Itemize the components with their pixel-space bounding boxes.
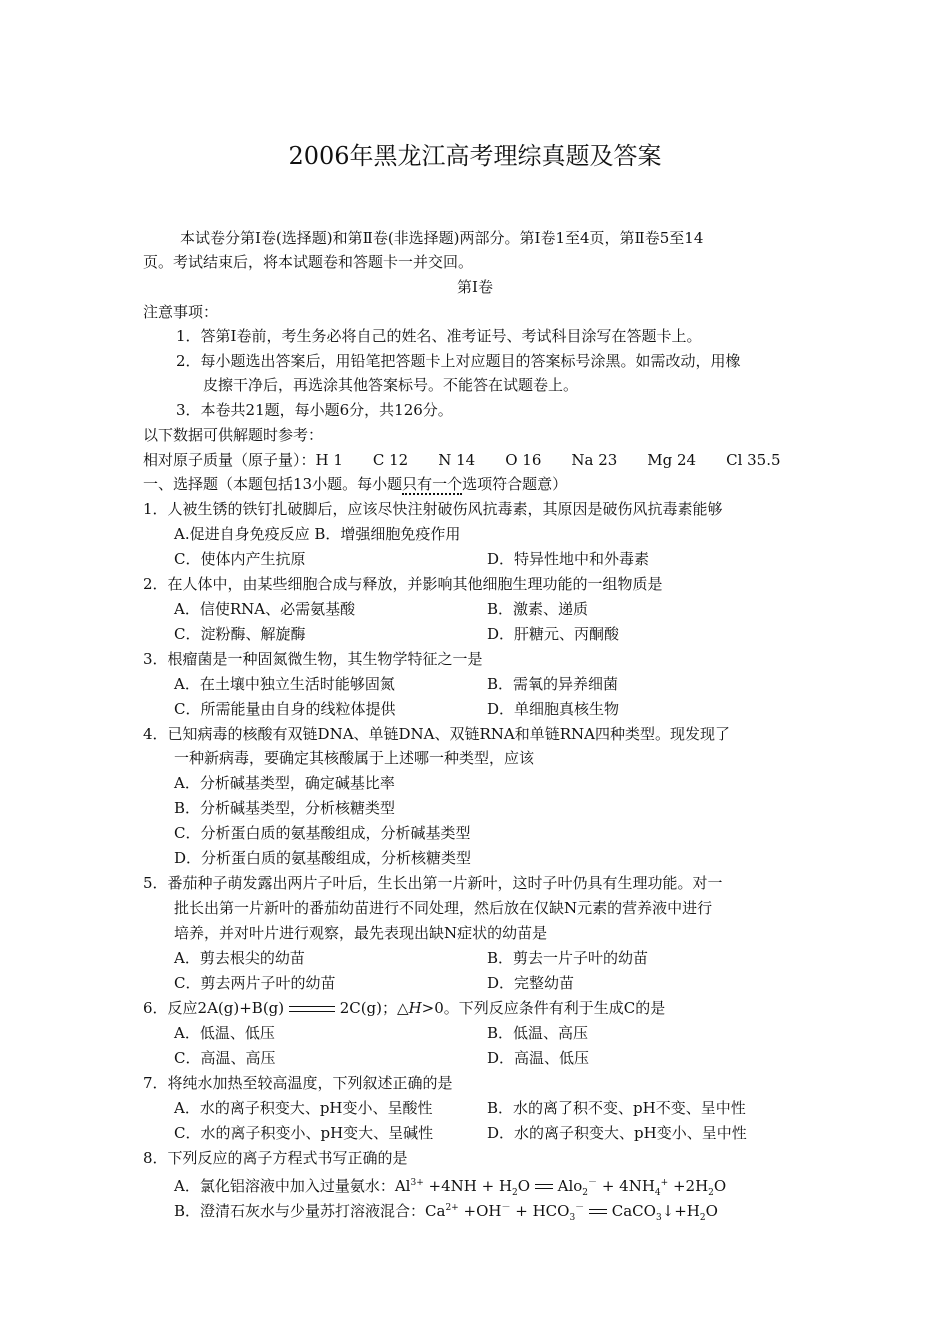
q8-b-product-2: ↓+H bbox=[661, 1202, 700, 1220]
q7-option-b: B．水的离了积不变、pH不变、呈中性 bbox=[487, 1099, 746, 1117]
q8-a-charge: 3+ bbox=[410, 1178, 424, 1188]
equals-sign-icon bbox=[535, 1182, 553, 1192]
equals-sign-icon bbox=[589, 1207, 607, 1217]
q7-option-d: D．水的离子积变大、pH变小、呈中性 bbox=[487, 1124, 747, 1142]
q4-option-d: D．分析蛋白质的氨基酸组成，分析核糖类型 bbox=[174, 849, 472, 867]
part1-heading bbox=[143, 474, 567, 494]
q4-option-b: B．分析碱基类型，分析核糖类型 bbox=[174, 799, 396, 817]
part1-suffix: 选项符合题意） bbox=[462, 475, 568, 493]
q3-option-a: A．在土壤中独立生活时能够固氮 bbox=[174, 675, 395, 693]
q8-stem: 8．下列反应的离子方程式书写正确的是 bbox=[143, 1149, 408, 1167]
reversible-arrow-icon bbox=[289, 1002, 335, 1016]
q8-a-reactants: +4NH + H bbox=[423, 1177, 513, 1195]
q1-option-d: D．特异性地中和外毒素 bbox=[487, 550, 650, 568]
q4-option-c: C．分析蛋白质的氨基酸组成，分析碱基类型 bbox=[174, 824, 471, 842]
q8-b-charge-2: － bbox=[501, 1203, 511, 1213]
q8-b-hydroxide: +OH bbox=[458, 1202, 502, 1220]
q5-option-c: C．剪去两片子叶的幼苗 bbox=[174, 974, 336, 992]
q8-option-b: B．澄清石灰水与少量苏打溶液混合：$Ca^{2+} +OH^- + HCO_3^-$ $CaCO_3↓+H_2O$ bbox=[174, 1202, 718, 1223]
q6-option-c: C．高温、高压 bbox=[174, 1049, 276, 1067]
q8-b-product-1: CaCO bbox=[606, 1202, 656, 1220]
atomic-masses: 相对原子质量（原子量）：H 1 C 12 N 14 O 16 Na 23 Mg 24 Cl 35.5 bbox=[143, 451, 781, 469]
intro-line-1: 本试卷分第Ⅰ卷(选择题)和第Ⅱ卷(非选择题)两部分。第Ⅰ卷1至4页，第Ⅱ卷5至14 bbox=[180, 229, 704, 247]
q2-option-d: D．肝糖元、丙酮酸 bbox=[487, 625, 620, 643]
q7-option-c: C．水的离子积变小、pH变大、呈碱性 bbox=[174, 1124, 434, 1142]
ref-heading: 以下数据可供解题时参考： bbox=[143, 426, 324, 444]
q8-b-bicarbonate: + HCO bbox=[510, 1202, 570, 1220]
q4-option-a: A．分析碱基类型，确定碱基比率 bbox=[174, 774, 395, 792]
q6-stem-part-a: 6．反应2A(g)+B(g) bbox=[143, 999, 285, 1017]
q5-option-a: A．剪去根尖的幼苗 bbox=[174, 949, 305, 967]
q7-option-a: A．水的离子积变大、pH变小、呈酸性 bbox=[174, 1099, 433, 1117]
q5-option-b: B．剪去一片子叶的幼苗 bbox=[487, 949, 649, 967]
q3-option-c: C．所需能量由自身的线粒体提供 bbox=[174, 700, 396, 718]
q3-option-b: B．需氧的异养细菌 bbox=[487, 675, 619, 693]
q3-option-d: D．单细胞真核生物 bbox=[487, 700, 620, 718]
q6-stem bbox=[143, 998, 665, 1018]
section-label: 第Ⅰ卷 bbox=[457, 278, 493, 296]
q2-option-c: C．淀粉酶、解旋酶 bbox=[174, 625, 306, 643]
q8-option-a: A．氯化铝溶液中加入过量氨水：$Al^{3+} +4NH + H_2O$ $Alo_2^- + 4NH_4^+ +2H_2O$ bbox=[174, 1177, 727, 1198]
notes-item-3: 3．本卷共21题，每小题6分，共126分。 bbox=[176, 401, 453, 419]
q6-option-d: D．高温、低压 bbox=[487, 1049, 590, 1067]
q6-option-a: A．低温、低压 bbox=[174, 1024, 275, 1042]
notes-heading: 注意事项： bbox=[143, 303, 219, 321]
q8-a-product-4: O bbox=[713, 1177, 727, 1195]
intro-line-2: 页。考试结束后，将本试题卷和答题卡一并交回。 bbox=[143, 253, 474, 271]
q6-stem-part-c: >0。下列反应条件有利于生成C的是 bbox=[421, 999, 666, 1017]
q8-a-water: O bbox=[517, 1177, 531, 1195]
q4-stem-line-1: 4．已知病毒的核酸有双链DNA、单链DNA、双链RNA和单链RNA四种类型。现发现了 bbox=[143, 725, 731, 743]
q8-b-charge-3: － bbox=[575, 1203, 585, 1213]
q6-option-b: B．低温、高压 bbox=[487, 1024, 589, 1042]
q5-stem-line-2: 批长出第一片新叶的番茄幼苗进行不同处理，然后放在仅缺N元素的营养液中进行 bbox=[174, 899, 713, 917]
q5-stem-line-1: 5．番茄种子萌发露出两片子叶后，生长出第一片新叶，这时子叶仍具有生理功能。对一 bbox=[143, 874, 723, 892]
q8-a-product-2: + 4NH bbox=[597, 1177, 655, 1195]
q2-stem: 2．在人体中，由某些细胞合成与释放，并影响其他细胞生理功能的一组物质是 bbox=[143, 575, 663, 593]
q5-option-d: D．完整幼苗 bbox=[487, 974, 575, 992]
q4-stem-line-2: 一种新病毒，要确定其核酸属于上述哪一种类型，应该 bbox=[174, 749, 535, 767]
q1-stem: 1．人被生锈的铁钉扎破脚后，应该尽快注射破伤风抗毒素，其原因是破伤风抗毒素能够 bbox=[143, 500, 723, 518]
part1-emphasis: 只有一个 bbox=[402, 475, 463, 493]
part1-prefix: 一、选择题（本题包括13小题。每小题 bbox=[143, 475, 403, 493]
notes-item-1: 1．答第Ⅰ卷前，考生务必将自己的姓名、准考证号、考试科目涂写在答题卡上。 bbox=[176, 327, 702, 345]
notes-item-2-line-1: 2．每小题选出答案后，用铅笔把答题卡上对应题目的答案标号涂黑。如需改动，用橡 bbox=[176, 352, 741, 370]
q8-a-product-1: Alo bbox=[552, 1177, 583, 1195]
q8-a-text: A．氯化铝溶液中加入过量氨水：Al bbox=[174, 1177, 411, 1195]
q2-option-a: A．信使RNA、必需氨基酸 bbox=[174, 600, 356, 618]
q8-b-product-3: O bbox=[705, 1202, 718, 1220]
page-title: 2006年黑龙江高考理综真题及答案 bbox=[288, 142, 662, 170]
q5-stem-line-3: 培养，并对叶片进行观察，最先表现出缺N症状的幼苗是 bbox=[174, 924, 548, 942]
q6-enthalpy-symbol: H bbox=[408, 999, 422, 1017]
q7-stem: 7．将纯水加热至较高温度，下列叙述正确的是 bbox=[143, 1074, 453, 1092]
notes-item-2-line-2: 皮擦干净后，再选涂其他答案标号。不能答在试题卷上。 bbox=[203, 376, 579, 394]
q1-option-ab: A.促进自身免疫反应 B．增强细胞免疫作用 bbox=[174, 525, 461, 543]
q3-stem: 3．根瘤菌是一种固氮微生物，其生物学特征之一是 bbox=[143, 650, 483, 668]
q8-b-text: B．澄清石灰水与少量苏打溶液混合：Ca bbox=[174, 1202, 446, 1220]
q6-stem-part-b: 2C(g)；△ bbox=[339, 999, 409, 1017]
q2-option-b: B．激素、递质 bbox=[487, 600, 589, 618]
q8-a-product-3: +2H bbox=[668, 1177, 709, 1195]
q1-option-c: C．使体内产生抗原 bbox=[174, 550, 306, 568]
q8-b-charge-1: 2+ bbox=[445, 1203, 459, 1213]
